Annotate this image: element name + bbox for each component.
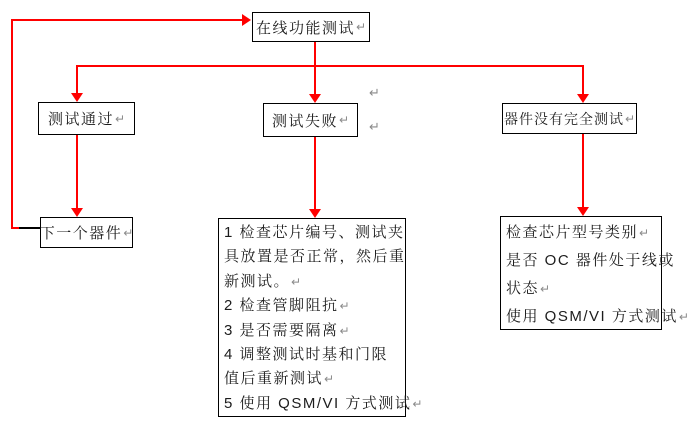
arrowhead-into-pass-box [71,93,83,102]
fail-box-label: 测试失败 [271,112,338,130]
return-mark-icon: ↵ [291,274,302,289]
return-mark-icon: ↵ [540,282,551,296]
untested-box-label: 器件没有完全测试 [503,110,624,127]
connector-untested-to-note [582,134,584,208]
connector-pass-to-next [76,135,78,209]
connector-drop-fail [314,65,316,94]
top-box-online-functional-test [252,12,370,42]
return-mark-icon: ↵ [624,111,636,126]
paragraph-return-mark-icon: ↵ [369,85,380,100]
arrowhead-into-fail-note-box [309,209,321,218]
arrowhead-into-next-device-box [71,208,83,217]
connector-fail-to-note [314,137,316,210]
return-mark-icon: ↵ [324,372,335,387]
fail-note-line-text: 1 检查芯片编号、测试夹 [224,224,405,241]
fail-note-line [224,245,406,269]
pass-box-label: 测试通过 [47,111,114,128]
fail-note-line-text: 值后重新测试 [224,370,324,388]
fail-box [263,103,358,137]
arrowhead-into-top-box [242,14,251,26]
fail-note-line-text: 4 调整测试时基和门限 [224,346,389,364]
return-mark-icon: ↵ [123,225,134,240]
pass-box [38,102,135,135]
fail-note-line-text: 2 检查管脚阻抗 [224,297,339,315]
fail-note-line [224,392,423,416]
untested-note-line [506,219,656,247]
return-mark-icon: ↵ [114,111,126,126]
fail-note-line-text: 5 使用 QSM/VI 方式测试 [224,394,412,412]
untested-note-line-text: 检查芯片型号类别 [506,224,639,241]
return-mark-icon: ↵ [678,310,689,324]
next-device-box-label: 下一个器件 [39,225,123,242]
untested-note-line-text: 状态 [506,280,540,297]
top-box-label: 在线功能测试 [255,19,355,37]
fail-note-line [224,294,400,318]
fail-note-line-text: 新测试。 [224,272,291,290]
untested-note-line [506,275,656,303]
untested-box [502,103,637,134]
connector-distribution-rail [76,65,584,67]
fail-note-line-text: 具放置是否正常，然后重 [224,248,406,266]
return-mark-icon: ↵ [412,396,423,411]
arrowhead-into-fail-box [309,94,321,103]
fail-note-box [218,218,423,417]
next-device-box [40,217,133,248]
fail-note-line [224,270,400,294]
fail-note-line [224,343,400,367]
untested-note-line [506,247,675,275]
return-mark-icon: ↵ [339,323,350,338]
connector-drop-pass [76,65,78,94]
untested-note-line-text: 是否 OC 器件处于线或 [506,252,675,269]
connector-feedback-vertical [11,19,13,229]
fail-note-line [224,367,400,391]
connector-drop-untested [582,65,584,95]
return-mark-icon: ↵ [338,113,350,127]
paragraph-return-mark-icon: ↵ [369,119,380,134]
fail-note-line [224,221,405,245]
connector-feedback-foot-black [19,227,40,229]
untested-note-box [500,216,689,330]
connector-top-spine [314,42,316,67]
return-mark-icon: ↵ [639,226,650,240]
fail-note-line [224,319,400,343]
fail-note-line-text: 3 是否需要隔离 [224,321,339,339]
return-mark-icon: ↵ [339,299,350,314]
untested-note-line-text: 使用 QSM/VI 方式测试 [506,308,678,325]
untested-note-line [506,303,689,331]
connector-feedback-horizontal [11,19,242,21]
arrowhead-into-untested-note-box [577,207,589,216]
arrowhead-into-untested-box [577,94,589,103]
return-mark-icon: ↵ [355,20,367,34]
